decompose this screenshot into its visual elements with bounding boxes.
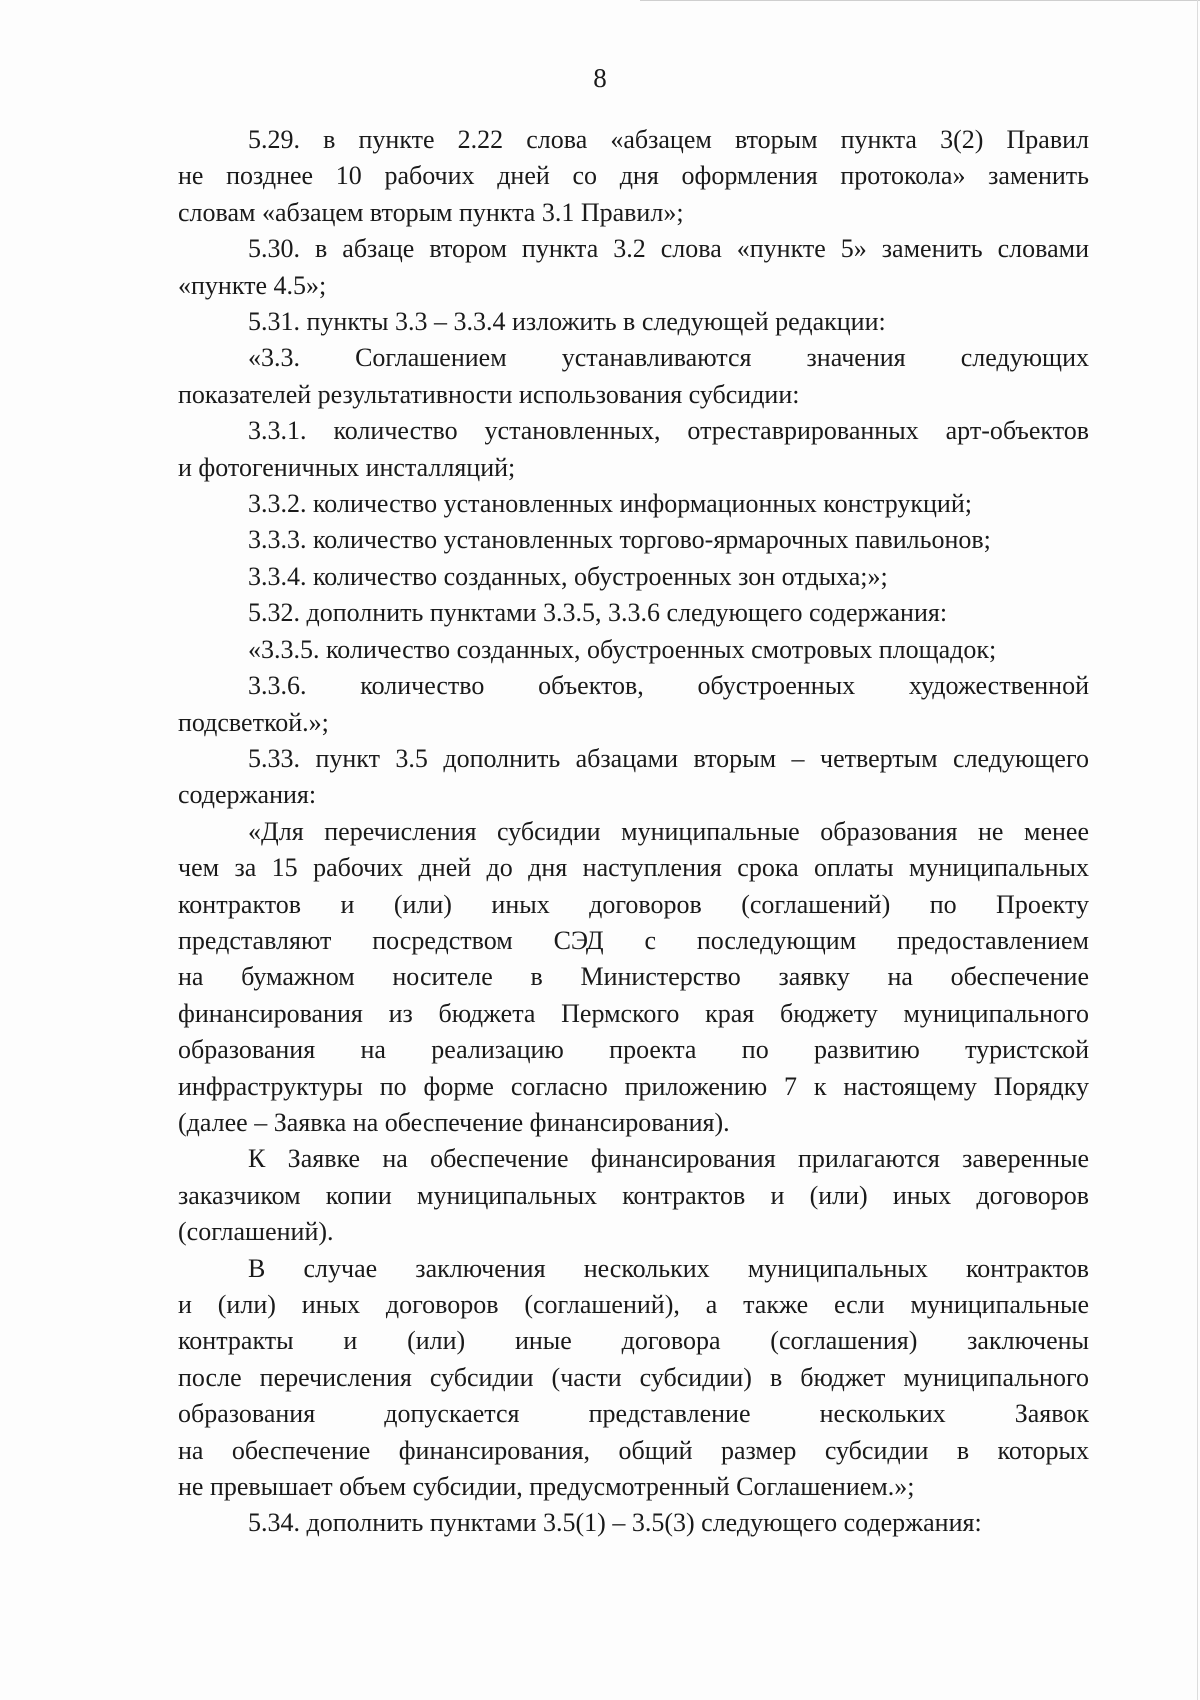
text-line: 5.34. дополнить пунктами 3.5(1) – 3.5(3) следующего содержания: <box>248 1508 982 1538</box>
text-line: на бумажном носителе в Министерство заявку на обеспечение <box>178 962 1089 992</box>
text-line: (далее – Заявка на обеспечение финансирования). <box>178 1107 730 1137</box>
text-line: заказчиком копии муниципальных контрактов и (или) иных договоров <box>178 1180 1089 1210</box>
text-line: (соглашений). <box>178 1217 334 1247</box>
text-line: и фотогеничных инсталляций; <box>178 452 516 482</box>
text-line: и (или) иных договоров (соглашений), а также если муниципальные <box>178 1290 1089 1319</box>
text-line: чем за 15 рабочих дней до дня наступления срока оплаты муниципальных <box>178 853 1089 883</box>
text-line: инфраструктуры по форме согласно приложению 7 к настоящему Порядку <box>178 1071 1089 1101</box>
paragraph <box>178 122 1089 231</box>
text-line: «3.3.5. количество созданных, обустроенных смотровых площадок; <box>248 634 997 664</box>
text-line: «пункте 4.5»; <box>178 270 327 300</box>
page-number: 8 <box>593 63 607 93</box>
text-line: В случае заключения нескольких муниципальных контрактов <box>248 1253 1089 1283</box>
text-line: образования допускается представление нескольких Заявок <box>178 1399 1089 1429</box>
text-line: 3.3.3. количество установленных торгово-ярмарочных павильонов; <box>248 525 991 555</box>
page-top-edge <box>640 0 1200 1</box>
paragraph <box>178 1251 1089 1506</box>
text-line: 3.3.1. количество установленных, отреставрированных арт-объектов <box>248 416 1089 446</box>
text-line: «Для перечисления субсидии муниципальные образования не менее <box>248 816 1089 846</box>
text-line: 5.32. дополнить пунктами 3.3.5, 3.3.6 следующего содержания: <box>248 598 948 628</box>
text-line: образования на реализацию проекта по развитию туристской <box>178 1035 1089 1065</box>
paragraph <box>178 814 1089 1142</box>
paragraph <box>178 340 1089 413</box>
text-line: 5.30. в абзаце втором пункта 3.2 слова «пункте 5» заменить словами <box>248 234 1089 264</box>
paragraph <box>178 1505 1089 1541</box>
paragraph <box>178 632 1089 668</box>
document-body <box>178 122 1089 1542</box>
text-line: словам «абзацем вторым пункта 3.1 Правил»; <box>178 197 684 227</box>
paragraph <box>178 413 1089 486</box>
text-line: 3.3.6. количество объектов, обустроенных художественной <box>248 671 1089 701</box>
text-line: не позднее 10 рабочих дней со дня оформления протокола» заменить <box>178 161 1089 191</box>
text-line: контрактов и (или) иных договоров (соглашений) по Проекту <box>178 889 1089 919</box>
text-line: 5.29. в пункте 2.22 слова «абзацем вторым пункта 3(2) Правил <box>248 125 1089 154</box>
text-line: подсветкой.»; <box>178 707 329 737</box>
text-line: на обеспечение финансирования, общий размер субсидии в которых <box>178 1435 1089 1465</box>
paragraph <box>178 559 1089 595</box>
paragraph <box>178 231 1089 304</box>
paragraph <box>178 486 1089 522</box>
text-line: представляют посредством СЭД с последующим предоставлением <box>178 925 1089 955</box>
paragraph <box>178 668 1089 741</box>
text-line: К Заявке на обеспечение финансирования прилагаются заверенные <box>248 1144 1089 1174</box>
text-line: «3.3. Соглашением устанавливаются значения следующих <box>248 343 1089 373</box>
text-line: после перечисления субсидии (части субсидии) в бюджет муниципального <box>178 1362 1089 1392</box>
paragraph <box>178 522 1089 558</box>
paragraph <box>178 741 1089 814</box>
text-line: показателей результативности использования субсидии: <box>178 379 800 409</box>
text-line: финансирования из бюджета Пермского края бюджету муниципального <box>178 998 1089 1028</box>
page-right-edge <box>1197 0 1198 1700</box>
text-line: 5.33. пункт 3.5 дополнить абзацами вторым – четвертым следующего <box>248 743 1089 773</box>
paragraph <box>178 595 1089 631</box>
paragraph <box>178 1141 1089 1250</box>
text-line: не превышает объем субсидии, предусмотренный Соглашением.»; <box>178 1472 915 1502</box>
text-line: 5.31. пункты 3.3 – 3.3.4 изложить в следующей редакции: <box>248 307 886 337</box>
text-line: 3.3.2. количество установленных информационных конструкций; <box>248 489 972 519</box>
text-line: 3.3.4. количество созданных, обустроенных зон отдыха;»; <box>248 561 888 591</box>
text-line: содержания: <box>178 780 317 810</box>
paragraph <box>178 304 1089 340</box>
text-line: контракты и (или) иные договора (соглашения) заключены <box>178 1326 1089 1356</box>
